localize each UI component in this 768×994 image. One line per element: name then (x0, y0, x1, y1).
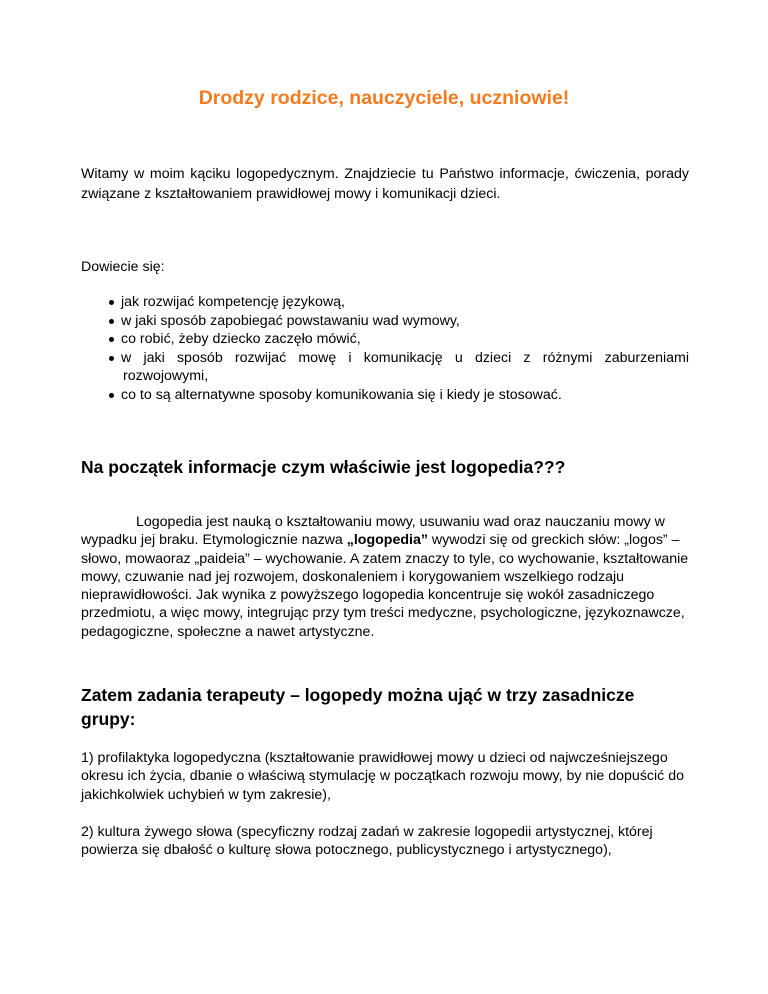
page-title: Drodzy rodzice, nauczyciele, uczniowie! (198, 87, 570, 109)
list-item (109, 312, 689, 331)
list-item-text: co to są alternatywne sposoby komunikowania się i kiedy je stosować. (121, 386, 562, 403)
intro-paragraph: Witamy w moim kąciku logopedycznym. Znajdziecie tu Państwo informacje, ćwiczenia, porady związane z kształtowaniem prawidłowej mowy i komunikacji dzieci. (81, 166, 689, 202)
bullet-icon (109, 356, 114, 361)
bullet-icon (109, 337, 114, 342)
paragraph-bold-term: „logopedia” (346, 532, 428, 549)
list-item-continuation: rozwojowymi, (123, 368, 209, 384)
list-item (109, 349, 689, 386)
list-item (109, 330, 689, 349)
section-heading-tasks: Zatem zadania terapeuty – logopedy można ująć w trzy zasadnicze grupy: (81, 685, 635, 729)
list-item-text: co robić, żeby dziecko zaczęło mówić, (121, 331, 361, 347)
bullet-icon (109, 300, 114, 305)
list-item-text: w jaki sposób rozwijać mowę i komunikację u dzieci z różnymi zaburzeniami (121, 349, 689, 366)
learn-label: Dowiecie się: (81, 259, 165, 275)
list-item-text: jak rozwijać kompetencję językową, (121, 294, 345, 310)
bullet-icon (109, 319, 114, 324)
topics-list (109, 293, 689, 404)
task-paragraph: 1) profilaktyka logopedyczna (kształtowanie prawidłowej mowy u dzieci od najwcześniejszego okresu ich życia, dbanie o właściwą stymulację w początkach rozwoju mowy, by nie dopuścić do jakichkolwiek uchybień w tym zakresie), (81, 750, 684, 803)
logopedia-paragraph (81, 513, 689, 641)
bullet-icon (109, 393, 114, 398)
task-paragraph: 2) kultura żywego słowa (specyficzny rodzaj zadań w zakresie logopedii artystycznej, której powierza się dbałość o kulturę słowa potocznego, publicystycznego i artystycznego), (81, 824, 653, 859)
paragraph-text-start: Logopedia jest nauką o kształtowaniu mowy, usuwaniu wad oraz nauczaniu mowy w wypadku jej braku. Etymologicznie nazwa (81, 514, 665, 549)
list-item (109, 386, 689, 405)
section-heading-logopedia: Na początek informacje czym właściwie jest logopedia??? (81, 457, 566, 477)
paragraph-text-end: wywodzi się od greckich słów: „logos” – słowo, mowaoraz „paideia” – wychowanie. A zatem znaczy to tyle, co wychowanie, kształtowanie mowy, czuwanie nad jej rozwojem, doskonaleniem i korygowaniem wszelkiego rodzaju nieprawidłowości. Jak wynika z powyższego logopedia koncentruje się wokół zasadniczego przedmiotu, a więc mowy, integrując przy tym treści medyczne, psychologiczne, językoznawcze, pedagogiczne, społeczne a nawet artystyczne. (81, 532, 689, 640)
list-item-text: w jaki sposób zapobiegać powstawaniu wad wymowy, (121, 312, 460, 329)
list-item (109, 293, 689, 312)
